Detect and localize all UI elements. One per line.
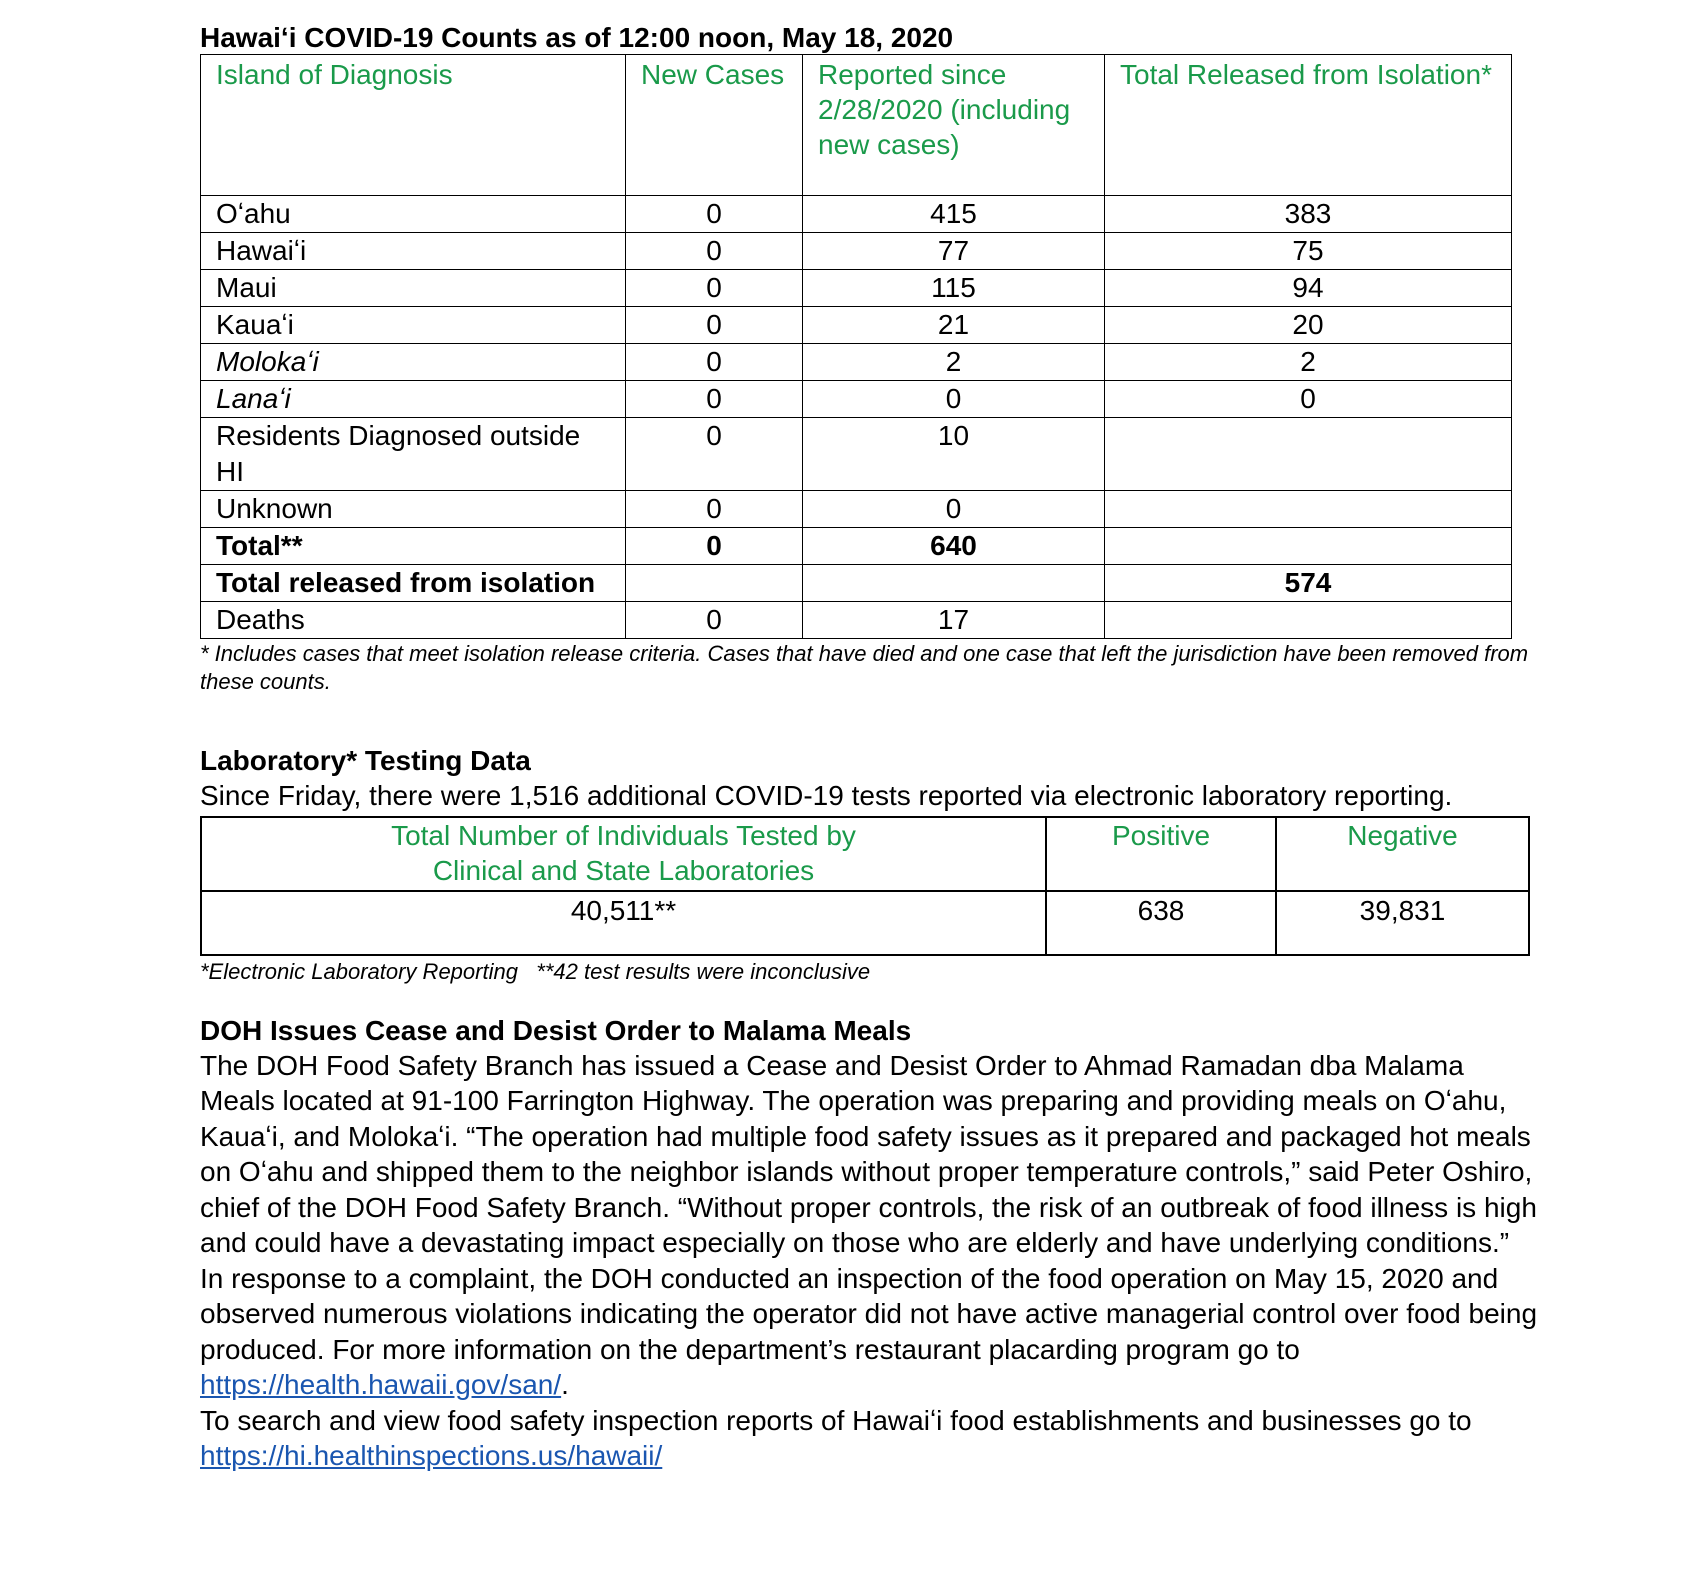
header-positive: Positive [1046,817,1276,891]
covid-counts-table [200,54,1512,639]
san-link[interactable]: https://health.hawaii.gov/san/ [200,1369,562,1400]
lab-values-row [201,891,1529,955]
island-name: Lanaʻi [201,381,626,418]
island-name: Kauaʻi [201,307,626,344]
table-row [201,270,1512,307]
new-cases-value: 0 [626,602,803,639]
reported-value: 115 [803,270,1105,307]
health-inspections-link[interactable]: https://hi.healthinspections.us/hawaii/ [200,1440,663,1471]
released-value [1105,491,1512,528]
reported-value [803,565,1105,602]
new-cases-value: 0 [626,233,803,270]
reported-value: 17 [803,602,1105,639]
table-row [201,233,1512,270]
header-new-cases: New Cases [626,55,803,196]
released-value: 94 [1105,270,1512,307]
released-value: 2 [1105,344,1512,381]
negative-value: 39,831 [1276,891,1529,955]
header-total-tested: Total Number of Individuals Tested by Clinical and State Laboratories [201,817,1046,891]
lab-testing-table [200,816,1530,956]
total-tested-value: 40,511** [201,891,1046,955]
new-cases-value: 0 [626,307,803,344]
table-row [201,307,1512,344]
header-reported: Reported since 2/28/2020 (including new cases) [803,55,1105,196]
header-released: Total Released from Isolation* [1105,55,1512,196]
reported-value: 0 [803,381,1105,418]
released-value [1105,418,1512,491]
counts-footnote: * Includes cases that meet isolation release criteria. Cases that have died and one case that left the jurisdiction have been removed from these counts. [200,641,1529,694]
table-row [201,491,1512,528]
table-row [201,344,1512,381]
header-island: Island of Diagnosis [201,55,626,196]
link-suffix: . [561,1369,569,1400]
released-value [1105,528,1512,565]
header-negative: Negative [1276,817,1529,891]
article-text: The DOH Food Safety Branch has issued a Cease and Desist Order to Ahmad Ramadan dba Malama Meals located at 91-100 Farrington Highway. The operation was preparing and providing meals on Oʻahu, Kauaʻi, and Molokaʻi. “The operation had multiple food safety issues as it prepared and packaged hot meals on Oʻahu and shipped them to the neighbor islands without proper temperature controls,” said Peter Oshiro, chief of the DOH Food Safety Branch. “Without proper controls, the risk of an outbreak of food illness is high and could have a devastating impact especially on those who are elderly and have underlying conditions.” In response to a complaint, the DOH conducted an inspection of the food operation on May 15, 2020 and observed numerous violations indicating the operator did not have active managerial control over food being produced. For more information on the department’s restaurant placarding program go to [200,1049,1538,1365]
deaths-row [201,602,1512,639]
lab-footnote: *Electronic Laboratory Reporting **42 test results were inconclusive [200,958,871,984]
reported-value: 415 [803,196,1105,233]
released-value: 20 [1105,307,1512,344]
positive-value: 638 [1046,891,1276,955]
reported-value: 10 [803,418,1105,491]
new-cases-value: 0 [626,491,803,528]
released-value: 75 [1105,233,1512,270]
island-name: Maui [201,270,626,307]
total-row [201,528,1512,565]
island-name: Deaths [201,602,626,639]
inspection-text: To search and view food safety inspection reports of Hawaiʻi food establishments and businesses go to [200,1404,1472,1436]
lab-header-row [201,817,1529,891]
released-value: 383 [1105,196,1512,233]
island-name: Hawaiʻi [201,233,626,270]
table-row [201,381,1512,418]
island-name: Total released from isolation [201,565,626,602]
lab-intro: Since Friday, there were 1,516 additional COVID-19 tests reported via electronic laboratory reporting. [200,780,1453,811]
new-cases-value: 0 [626,381,803,418]
table-row [201,418,1512,491]
island-name: Residents Diagnosed outside HI [201,418,626,491]
island-name: Unknown [201,491,626,528]
article-heading: DOH Issues Cease and Desist Order to Malama Meals [200,1014,912,1046]
article-body [200,1048,1540,1474]
total-released-row [201,565,1512,602]
reported-value: 0 [803,491,1105,528]
reported-value: 640 [803,528,1105,565]
table-header-row [201,55,1512,196]
island-name: Molokaʻi [201,344,626,381]
new-cases-value: 0 [626,344,803,381]
new-cases-value: 0 [626,270,803,307]
reported-value: 77 [803,233,1105,270]
released-value: 0 [1105,381,1512,418]
new-cases-value [626,565,803,602]
lab-heading: Laboratory* Testing Data [200,745,531,776]
island-name: Total** [201,528,626,565]
table-row [201,196,1512,233]
document-page [200,22,1540,1474]
released-value [1105,602,1512,639]
counts-title: Hawaiʻi COVID-19 Counts as of 12:00 noon, May 18, 2020 [200,22,954,53]
island-name: Oʻahu [201,196,626,233]
new-cases-value: 0 [626,196,803,233]
reported-value: 2 [803,344,1105,381]
reported-value: 21 [803,307,1105,344]
new-cases-value: 0 [626,528,803,565]
released-value: 574 [1105,565,1512,602]
new-cases-value: 0 [626,418,803,491]
